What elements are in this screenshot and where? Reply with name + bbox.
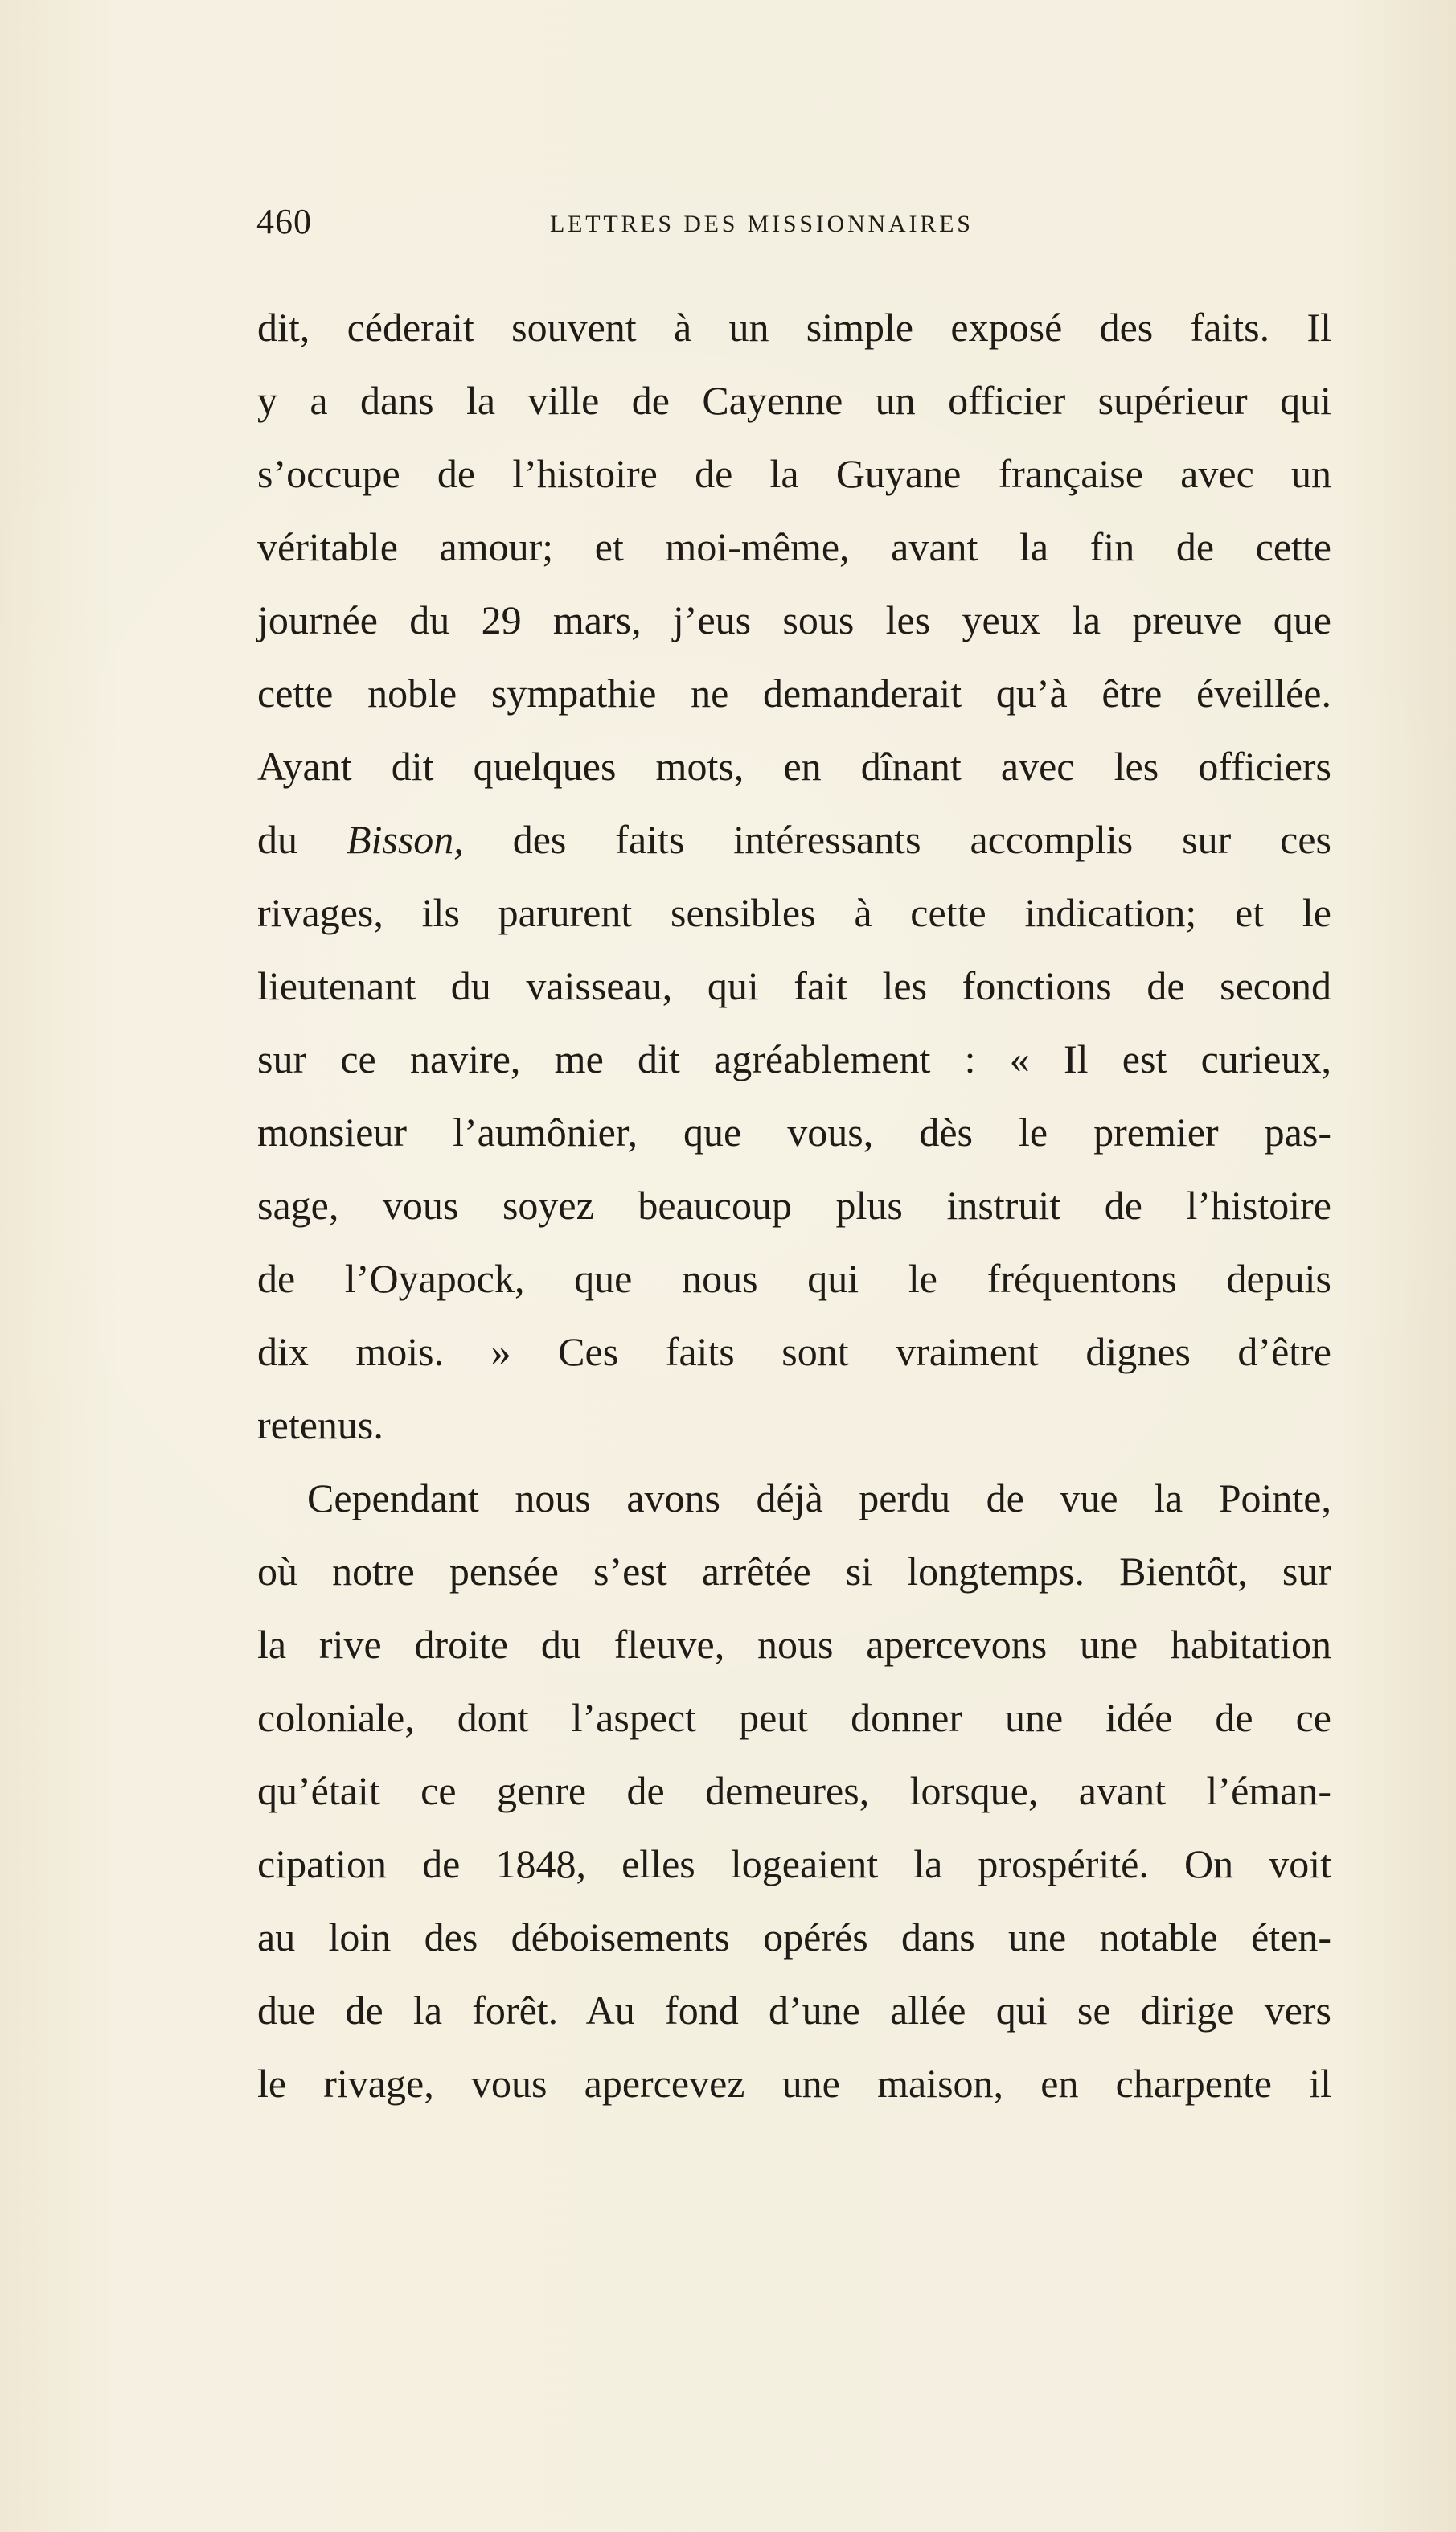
text-line-17: Cependant nous avons déjà perdu de vue la Pointe, — [307, 1475, 1331, 1520]
text-line-4: véritable amour; et moi-même, avant la fin de cette — [257, 524, 1331, 569]
text-line-3: s’occupe de l’histoire de la Guyane française avec un — [257, 451, 1331, 496]
text-block — [257, 291, 1331, 2120]
text-line-24: due de la forêt. Au fond d’une allée qui se dirige vers — [257, 1988, 1331, 2033]
line-8-suffix: des faits intéressants accomplis sur ces — [463, 817, 1332, 862]
running-head — [256, 204, 1028, 252]
text-line-13: sage, vous soyez beaucoup plus instruit de l’histoire — [257, 1183, 1331, 1228]
text-line-7: Ayant dit quelques mots, en dînant avec les officiers — [257, 744, 1331, 789]
text-line-12: monsieur l’aumônier, que vous, dès le premier pas- — [257, 1110, 1331, 1155]
text-line-15: dix mois. » Ces faits sont vraiment dignes d’être — [257, 1329, 1331, 1374]
page-number: 460 — [256, 202, 312, 241]
text-line-22: cipation de 1848, elles logeaient la prospérité. On voit — [257, 1841, 1331, 1886]
text-line-21: qu’était ce genre de demeures, lorsque, avant l’éman- — [257, 1768, 1331, 1813]
text-line-16: retenus. — [257, 1402, 383, 1447]
page-header: LETTRES DES MISSIONNAIRES — [550, 211, 974, 237]
text-line-23: au loin des déboisements opérés dans une notable éten- — [257, 1914, 1331, 1960]
text-line-25: le rivage, vous apercevez une maison, en charpente il — [257, 2061, 1331, 2106]
text-line-11: sur ce navire, me dit agréablement : « Il est curieux, — [257, 1036, 1331, 1081]
text-line-19: la rive droite du fleuve, nous apercevons une habitation — [257, 1622, 1331, 1667]
text-line-18: où notre pensée s’est arrêtée si longtemps. Bientôt, sur — [257, 1549, 1331, 1594]
ship-name: Bisson, — [346, 817, 464, 862]
text-line-9: rivages, ils parurent sensibles à cette indication; et le — [257, 890, 1331, 935]
text-line-1: dit, céderait souvent à un simple exposé des faits. Il — [257, 305, 1331, 350]
text-line-14: de l’Oyapock, que nous qui le fréquentons depuis — [257, 1256, 1331, 1301]
text-line-20: coloniale, dont l’aspect peut donner une idée de ce — [257, 1695, 1331, 1740]
text-line-10: lieutenant du vaisseau, qui fait les fonctions de second — [257, 963, 1331, 1008]
line-8-prefix: du — [257, 817, 347, 862]
text-line-2: y a dans la ville de Cayenne un officier supérieur qui — [257, 378, 1331, 423]
text-line-5: journée du 29 mars, j’eus sous les yeux la preuve que — [257, 597, 1331, 642]
text-line-6: cette noble sympathie ne demanderait qu’à être éveillée. — [257, 671, 1331, 716]
text-line-8 — [257, 803, 1331, 876]
